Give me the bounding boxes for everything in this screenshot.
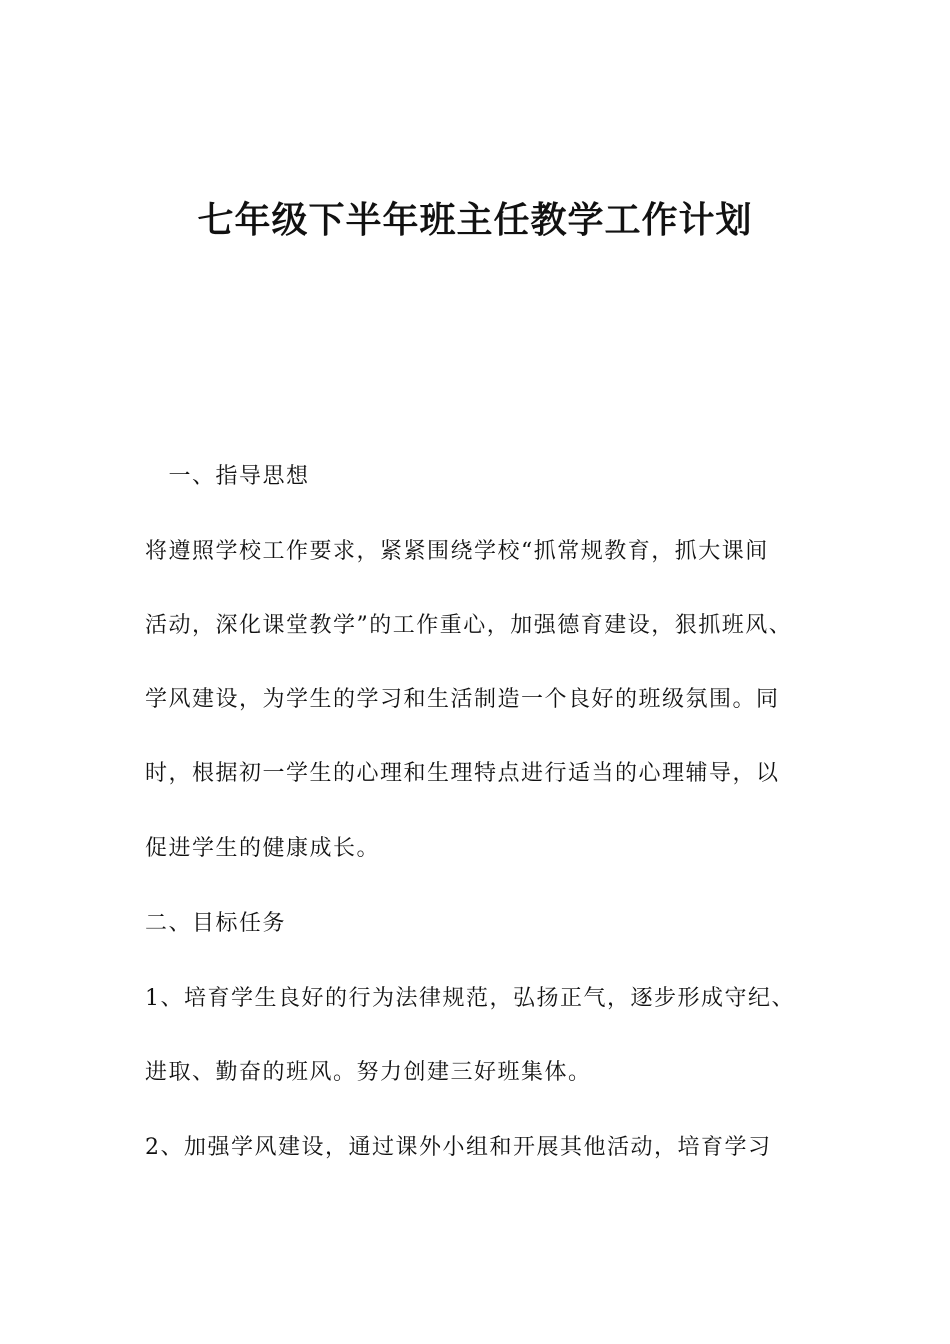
paragraph-line: 时，根据初一学生的心理和生理特点进行适当的心理辅导，以 (145, 761, 780, 786)
section-heading-goals-tasks: 二、目标任务 (145, 911, 287, 936)
list-item-line: 进取、勤奋的班风。努力创建三好班集体。 (145, 1060, 592, 1085)
section-heading-guiding-ideology: 一、指导思想 (145, 464, 310, 489)
paragraph-line: 促进学生的健康成长。 (145, 836, 381, 861)
document-title: 七年级下半年班主任教学工作计划 (197, 200, 753, 241)
paragraph-line: 学风建设，为学生的学习和生活制造一个良好的班级氛围。同 (145, 687, 780, 712)
list-item-line: 2、加强学风建设，通过课外小组和开展其他活动，培育学习 (145, 1135, 772, 1160)
paragraph-line: 将遵照学校工作要求，紧紧围绕学校“抓常规教育，抓大课间 (145, 539, 769, 564)
list-item-line: 1、培育学生良好的行为法律规范，弘扬正气，逐步形成守纪、 (145, 986, 795, 1011)
paragraph-line: 活动，深化课堂教学”的工作重心，加强德育建设，狠抓班风、 (145, 613, 793, 638)
